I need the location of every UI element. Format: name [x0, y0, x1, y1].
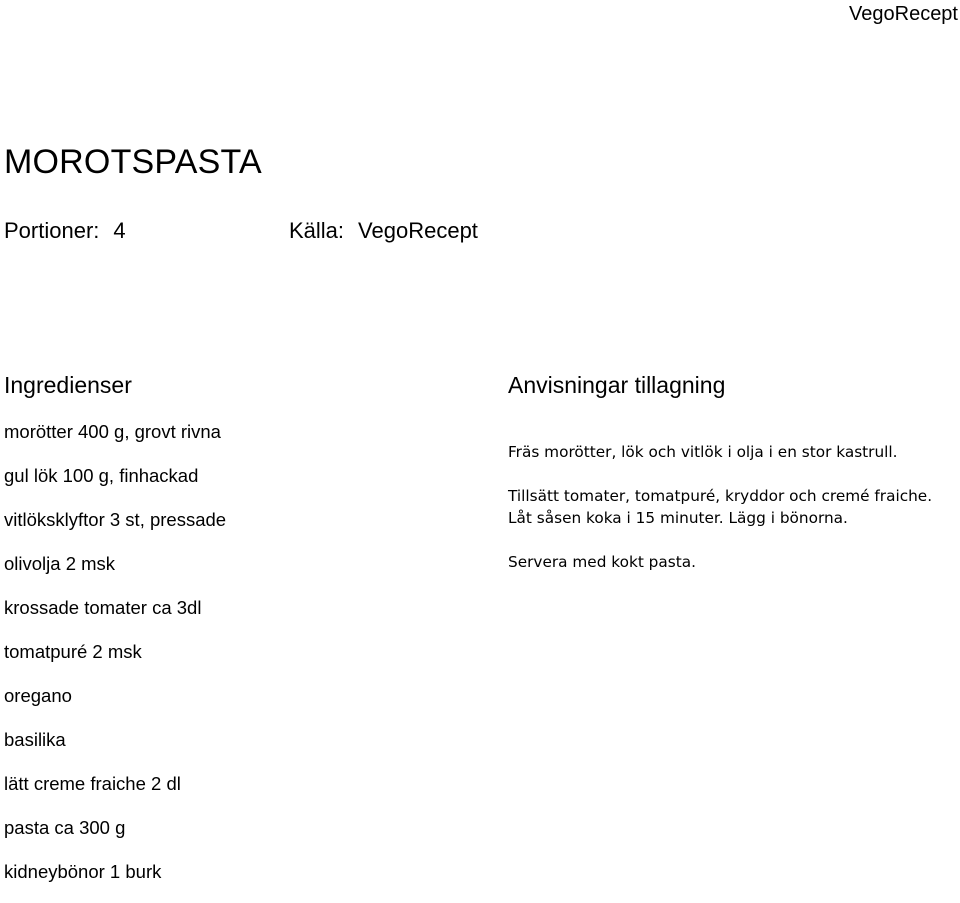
- ingredient-item: olivolja 2 msk: [4, 553, 116, 574]
- ingredient-item: krossade tomater ca 3dl: [4, 597, 202, 618]
- direction-step: Fräs morötter, lök och vitlök i olja i en stor kastrull.: [508, 443, 898, 461]
- ingredients-heading: Ingredienser: [4, 372, 132, 398]
- portions-value: 4: [113, 218, 126, 243]
- directions-steps: [508, 441, 948, 595]
- ingredient-item: kidneybönor 1 burk: [4, 861, 162, 882]
- direction-step: Tillsätt tomater, tomatpuré, kryddor och cremé fraiche. Låt såsen koka i 15 minuter. Lägg i bönorna.: [508, 487, 933, 527]
- source-label: Källa:: [289, 218, 345, 243]
- portions-label: Portioner:: [4, 218, 100, 243]
- ingredient-item: lätt creme fraiche 2 dl: [4, 773, 181, 794]
- source-value: VegoRecept: [358, 218, 478, 243]
- ingredient-item: gul lök 100 g, finhackad: [4, 465, 199, 486]
- ingredient-item: oregano: [4, 685, 72, 706]
- ingredient-item: vitlöksklyftor 3 st, pressade: [4, 509, 227, 530]
- portions: [4, 217, 126, 245]
- ingredient-item: morötter 400 g, grovt rivna: [4, 421, 221, 442]
- source: [289, 217, 478, 245]
- direction-step: Servera med kokt pasta.: [508, 553, 696, 571]
- ingredient-item: basilika: [4, 729, 66, 750]
- site-name: VegoRecept: [849, 3, 958, 25]
- directions-heading: Anvisningar tillagning: [508, 372, 726, 398]
- ingredient-item: pasta ca 300 g: [4, 817, 126, 838]
- recipe-title: MOROTSPASTA: [4, 143, 262, 181]
- ingredient-item: tomatpuré 2 msk: [4, 641, 142, 662]
- ingredients-list: [4, 419, 226, 903]
